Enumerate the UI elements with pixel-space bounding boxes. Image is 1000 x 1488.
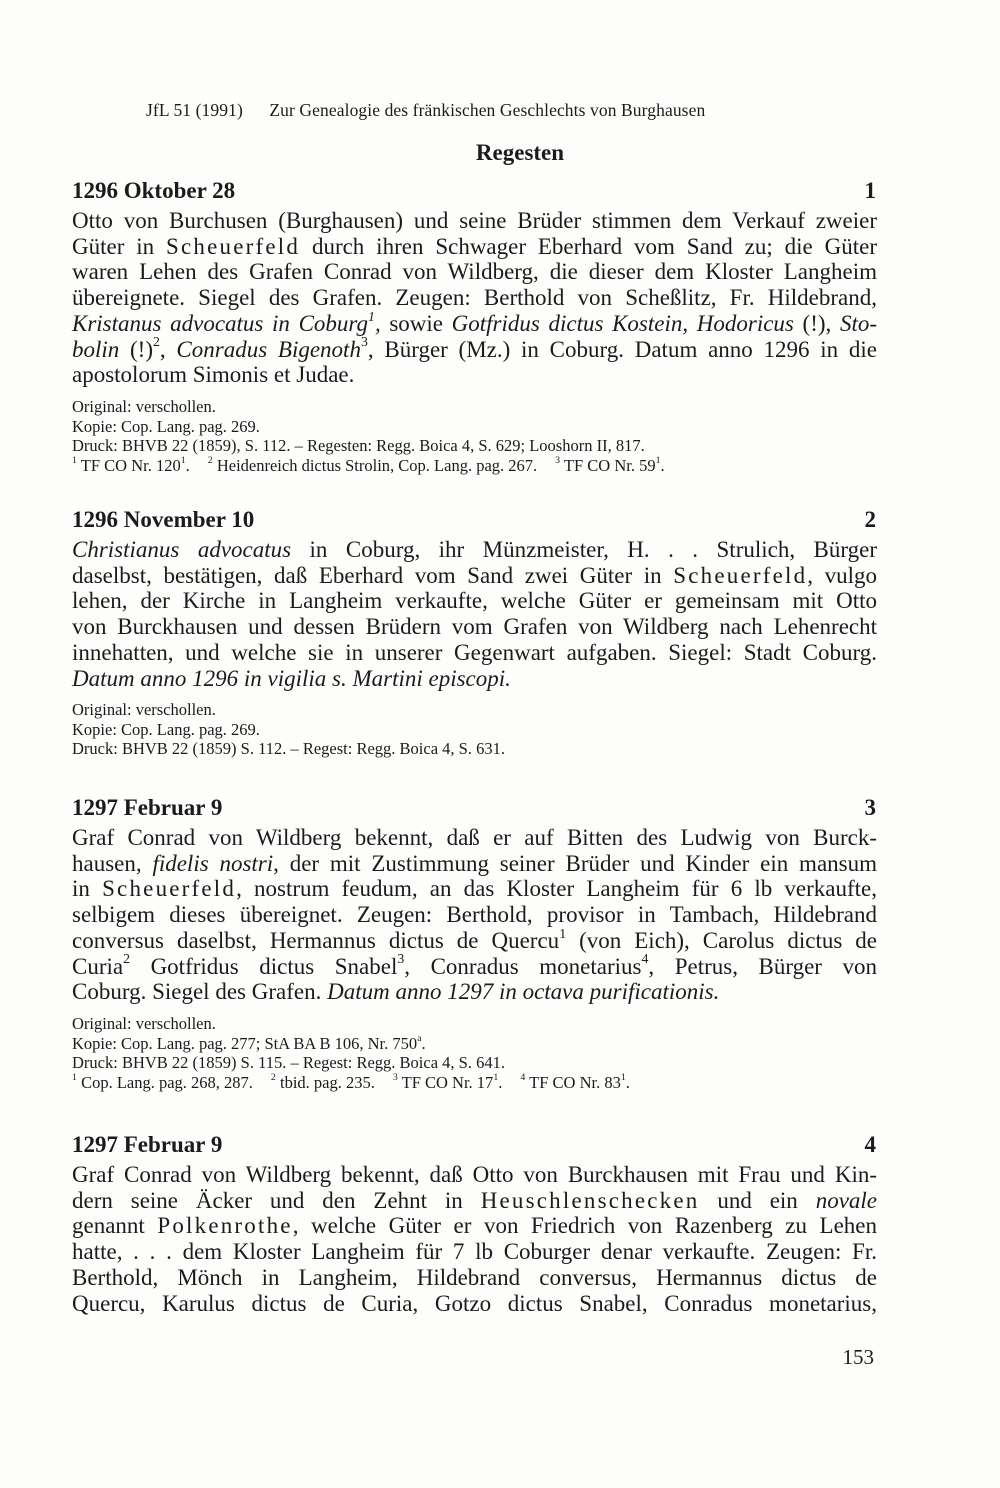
regest-entry-1: [72, 178, 877, 475]
body-line: Curia$^2$ Gotfridus dictus Snabel$^3$, Conradus monetarius$^4$, Petrus, Bürger von: [72, 951, 878, 979]
body-line: Christianus advocatus in Coburg, ihr Münzmeister, H. . . Strulich, Bürger: [72, 537, 877, 562]
section-title: Regesten: [475, 140, 565, 165]
note-line: Original: verschollen.: [72, 396, 216, 416]
entry-body: [72, 208, 877, 388]
body-line: lehen, der Kirche in Langheim verkaufte, welche Güter er gemeinsam mit Otto: [72, 588, 877, 614]
body-line: conversus daselbst, Hermannus dictus de Quercu$^1$ (von Eich), Carolus dictus de: [72, 925, 877, 953]
page-number: 153: [842, 1345, 874, 1369]
entry-notes: [72, 397, 877, 475]
body-line: bolin (!)$^2$, Conradus Bigenoth$^3$, Bürger (Mz.) in Coburg. Datum anno 1296 in die: [72, 334, 878, 362]
entry-date: 1297 Februar 9: [72, 1132, 223, 1157]
note-line: Kopie: Cop. Lang. pag. 277; StA BA B 106, Nr. 750$^a$.: [72, 1033, 426, 1053]
body-line: dern seine Äcker und den Zehnt in Heuschlenschecken und ein novale: [72, 1187, 877, 1213]
running-head: [146, 100, 705, 121]
entry-date: 1296 Oktober 28: [72, 178, 236, 203]
body-line: Graf Conrad von Wildberg bekennt, daß er auf Bitten des Ludwig von Burck-: [72, 825, 877, 850]
footnote-line: $^1$ Cop. Lang. pag. 268, 287. $^2$ tbid. pag. 235. $^3$ TF CO Nr. $17^1$. $^4$ TF CO Nr. $83^1$.: [72, 1072, 630, 1092]
entry-number: 4: [864, 1132, 876, 1157]
body-line: übereignete. Siegel des Grafen. Zeugen: Berthold von Scheßlitz, Fr. Hildebrand,: [72, 285, 877, 311]
note-line: Druck: BHVB 22 (1859) S. 112. – Regest: Regg. Boica 4, S. 631.: [72, 739, 505, 759]
body-line: apostolorum Simonis et Judae.: [72, 362, 355, 388]
note-line: Original: verschollen.: [72, 700, 216, 720]
entry-body: [72, 537, 877, 691]
entry-number: 3: [864, 795, 876, 820]
body-line: Quercu, Karulus dictus de Curia, Gotzo dictus Snabel, Conradus monetarius,: [72, 1290, 877, 1316]
body-line: Güter in Scheuerfeld durch ihren Schwager Eberhard vom Sand zu; die Güter: [72, 233, 877, 259]
note-line: Kopie: Cop. Lang. pag. 269.: [72, 416, 260, 436]
body-line: Graf Conrad von Wildberg bekennt, daß Otto von Burckhausen mit Frau und Kin-: [72, 1162, 877, 1187]
note-line: Druck: BHVB 22 (1859), S. 112. – Regesten: Regg. Boica 4, S. 629; Looshorn II, 817.: [72, 436, 645, 456]
body-line: daselbst, bestätigen, daß Eberhard vom Sand zwei Güter in Scheuerfeld, vulgo: [72, 562, 878, 588]
entry-date: 1297 Februar 9: [72, 795, 223, 820]
entry-notes: [72, 700, 877, 759]
regest-entry-4: [72, 1132, 877, 1316]
body-line: Coburg. Siegel des Grafen. Datum anno 1297 in octava purificationis.: [72, 979, 720, 1005]
entry-number: 2: [864, 507, 876, 532]
running-title: Zur Genealogie des fränkischen Geschlechts von Burghausen: [269, 100, 706, 120]
journal-reference: JfL 51 (1991): [146, 100, 243, 120]
entry-body: [72, 825, 877, 1005]
regest-entry-3: [72, 795, 877, 1092]
body-line: Kristanus advocatus in Coburg$^1$, sowie Gotfridus dictus Kostein, Hodoricus (!), Sto-: [72, 308, 877, 336]
note-line: Kopie: Cop. Lang. pag. 269.: [72, 719, 260, 739]
body-line: waren Lehen des Grafen Conrad von Wildberg, die dieser dem Kloster Langheim: [72, 259, 877, 285]
body-line: Datum anno 1296 in vigilia s. Martini episcopi.: [72, 665, 511, 691]
footnote-line: $^1$ TF CO Nr. $120^1$. $^2$ Heidenreich dictus Strolin, Cop. Lang. pag. 267. $^3$ TF CO Nr. $59^1$.: [72, 455, 665, 475]
entry-number: 1: [864, 178, 876, 203]
entry-date: 1296 November 10: [72, 507, 255, 532]
body-line: genannt Polkenrothe, welche Güter er von Friedrich von Razenberg zu Lehen: [72, 1213, 877, 1239]
note-line: Original: verschollen.: [72, 1013, 216, 1033]
entry-notes: [72, 1014, 877, 1092]
body-line: Berthold, Mönch in Langheim, Hildebrand conversus, Hermannus dictus de: [72, 1264, 877, 1290]
note-line: Druck: BHVB 22 (1859) S. 115. – Regest: Regg. Boica 4, S. 641.: [72, 1053, 505, 1073]
body-line: selbigem dieses übereignet. Zeugen: Berthold, provisor in Tambach, Hildebrand: [72, 902, 877, 928]
entry-body: [72, 1162, 877, 1316]
body-line: hatte, . . . dem Kloster Langheim für 7 lb Coburger denar verkaufte. Zeugen: Fr.: [72, 1239, 877, 1265]
body-line: innehatten, und welche sie in unserer Gegenwart aufgaben. Siegel: Stadt Coburg.: [72, 639, 877, 665]
body-line: Otto von Burchusen (Burghausen) und seine Brüder stimmen dem Verkauf zweier: [72, 208, 877, 233]
body-line: von Burckhausen und dessen Brüdern vom Grafen von Wildberg nach Lehenrecht: [72, 614, 877, 640]
regest-entry-2: [72, 507, 877, 759]
body-line: hausen, fidelis nostri, der mit Zustimmung seiner Brüder und Kinder ein mansum: [72, 850, 877, 876]
body-line: in Scheuerfeld, nostrum feudum, an das Kloster Langheim für 6 lb verkaufte,: [72, 876, 878, 902]
